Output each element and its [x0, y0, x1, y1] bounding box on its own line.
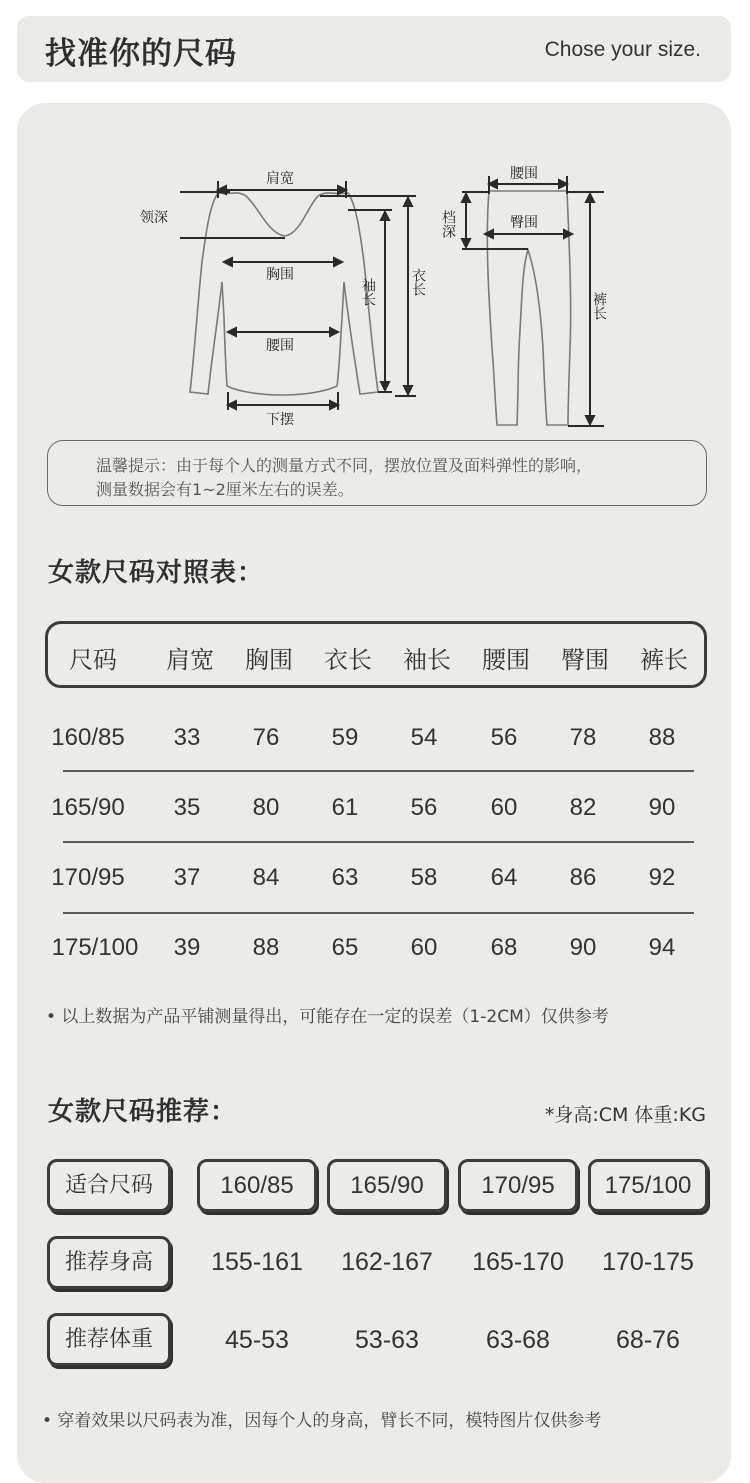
- label-hem: 下摆: [266, 412, 294, 428]
- height-value: 162-167: [341, 1248, 433, 1276]
- weight-value: 63-68: [486, 1326, 550, 1354]
- table-cell: 35: [173, 794, 201, 821]
- size-table-title: 女款尺码对照表：: [48, 558, 265, 588]
- table-cell: 56: [490, 724, 518, 751]
- table-cell: 59: [331, 724, 359, 751]
- header-size: 尺码: [69, 646, 117, 674]
- header-shoulder: 肩宽: [166, 646, 214, 674]
- header-length: 衣长: [324, 646, 372, 674]
- size-table-header: [45, 621, 707, 688]
- recommended-height-label: 推荐身高: [47, 1236, 171, 1289]
- size-table-footnote: • 以上数据为产品平铺测量得出，可能存在一定的误差（1-2CM）仅供参考: [46, 1007, 609, 1027]
- label-rise: 档深: [440, 210, 456, 238]
- height-value: 170-175: [602, 1248, 694, 1276]
- table-cell: 60: [410, 934, 438, 961]
- table-cell: 68: [490, 934, 518, 961]
- table-cell: 58: [410, 864, 438, 891]
- table-cell: 76: [252, 724, 280, 751]
- header-chest: 胸围: [245, 646, 293, 674]
- label-shoulder: 肩宽: [266, 171, 294, 187]
- table-cell: 80: [252, 794, 280, 821]
- label-pants-length: 裤长: [591, 292, 607, 320]
- page-title: 找准你的尺码: [45, 36, 237, 72]
- table-cell: 65: [331, 934, 359, 961]
- header-waist: 腰围: [482, 646, 530, 674]
- table-cell: 90: [648, 794, 676, 821]
- height-value: 165-170: [472, 1248, 564, 1276]
- header-hip: 臀围: [561, 646, 609, 674]
- table-cell: 175/100: [51, 934, 139, 961]
- row-divider: [63, 841, 694, 843]
- table-cell: 78: [569, 724, 597, 751]
- table-row: [0, 724, 750, 764]
- shirt-outline: [190, 193, 378, 395]
- header-pants-length: 裤长: [640, 646, 688, 674]
- row-divider: [63, 770, 694, 772]
- header-sleeve: 袖长: [403, 646, 451, 674]
- table-cell: 60: [490, 794, 518, 821]
- label-waist: 腰围: [266, 338, 294, 354]
- label-chest: 胸围: [266, 267, 294, 283]
- table-cell: 170/95: [51, 864, 125, 891]
- measurement-diagram: [0, 0, 750, 440]
- recommended-weight-label: 推荐体重: [47, 1313, 171, 1366]
- table-cell: 33: [173, 724, 201, 751]
- height-value: 155-161: [211, 1248, 303, 1276]
- table-cell: 86: [569, 864, 597, 891]
- table-cell: 90: [569, 934, 597, 961]
- weight-value: 53-63: [355, 1326, 419, 1354]
- table-cell: 54: [410, 724, 438, 751]
- table-cell: 88: [252, 934, 280, 961]
- notice-line-1: 温馨提示：由于每个人的测量方式不同，摆放位置及面料弹性的影响，: [96, 456, 593, 475]
- recommend-title: 女款尺码推荐：: [48, 1097, 238, 1127]
- label-sleeve: 袖长: [360, 278, 376, 306]
- label-body-length: 衣长: [410, 268, 426, 296]
- measurement-notice: [47, 440, 707, 506]
- label-neck-depth: 领深: [140, 210, 168, 226]
- label-hip: 臀围: [510, 215, 538, 231]
- weight-value: 45-53: [225, 1326, 289, 1354]
- unit-note: *身高:CM 体重:KG: [544, 1104, 706, 1126]
- notice-line-2: 测量数据会有1~2厘米左右的误差。: [96, 480, 354, 499]
- table-cell: 94: [648, 934, 676, 961]
- table-cell: 165/90: [51, 794, 125, 821]
- recommend-footnote: • 穿着效果以尺码表为准，因每个人的身高，臂长不同，模特图片仅供参考: [42, 1411, 602, 1431]
- size-option-170-95: 170/95: [458, 1159, 578, 1212]
- table-cell: 82: [569, 794, 597, 821]
- table-cell: 56: [410, 794, 438, 821]
- table-row: [0, 794, 750, 834]
- table-cell: 92: [648, 864, 676, 891]
- table-cell: 88: [648, 724, 676, 751]
- table-row: [0, 864, 750, 904]
- page-subtitle: Chose your size.: [544, 38, 701, 61]
- table-cell: 37: [173, 864, 201, 891]
- size-option-175-100: 175/100: [588, 1159, 708, 1212]
- table-cell: 39: [173, 934, 201, 961]
- size-option-160-85: 160/85: [197, 1159, 317, 1212]
- table-cell: 61: [331, 794, 359, 821]
- weight-value: 68-76: [616, 1326, 680, 1354]
- table-cell: 64: [490, 864, 518, 891]
- fit-size-label: 适合尺码: [47, 1159, 171, 1212]
- table-row: [0, 934, 750, 974]
- label-pants-waist: 腰围: [510, 166, 538, 182]
- row-divider: [63, 912, 694, 914]
- table-cell: 63: [331, 864, 359, 891]
- table-cell: 84: [252, 864, 280, 891]
- size-option-165-90: 165/90: [327, 1159, 447, 1212]
- table-cell: 160/85: [51, 724, 125, 751]
